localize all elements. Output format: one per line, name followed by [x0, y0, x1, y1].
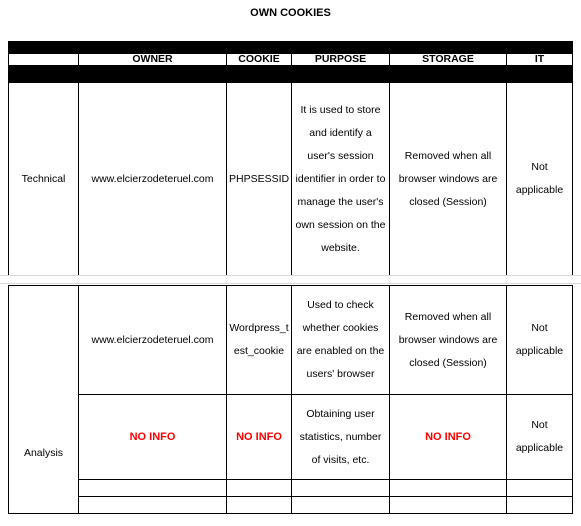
header-row	[9, 54, 573, 66]
cookies-table	[8, 41, 573, 276]
header-category	[9, 54, 79, 66]
header-band-top	[9, 42, 573, 54]
purpose-cell: Used to check whether cookies are enabled on the users' browser	[292, 286, 390, 395]
category-cell: Analysis	[9, 395, 79, 514]
owner-cell: www.elcierzodeteruel.com	[79, 286, 227, 395]
cookie-cell: PHPSESSID	[227, 83, 292, 276]
page-title: OWN COOKIES	[250, 7, 331, 19]
empty-cell	[227, 497, 292, 514]
storage-cell: Removed when all browser windows are closed (Session)	[390, 286, 507, 395]
header-it: IT	[507, 54, 573, 66]
header-purpose: PURPOSE	[292, 54, 390, 66]
header-storage: STORAGE	[390, 54, 507, 66]
table-row	[9, 395, 573, 480]
it-cell: Not applicable	[507, 395, 573, 480]
empty-row	[9, 480, 573, 497]
page-break-line	[0, 283, 581, 284]
table-row	[9, 83, 573, 276]
empty-cell	[390, 497, 507, 514]
cookie-no-info: NO INFO	[227, 395, 292, 480]
purpose-cell: Obtaining user statistics, number of visits, etc.	[292, 395, 390, 480]
it-cell: Not applicable	[507, 83, 573, 276]
header-band-bottom	[9, 66, 573, 83]
empty-cell	[79, 480, 227, 497]
owner-no-info: NO INFO	[79, 395, 227, 480]
empty-cell	[507, 497, 573, 514]
cookie-cell: Wordpress_test_cookie	[227, 286, 292, 395]
empty-cell	[507, 480, 573, 497]
page-break-line	[0, 275, 581, 276]
category-cell	[9, 286, 79, 395]
table-row	[9, 286, 573, 395]
storage-no-info: NO INFO	[390, 395, 507, 480]
empty-cell	[292, 497, 390, 514]
owner-cell: www.elcierzodeteruel.com	[79, 83, 227, 276]
category-cell: Technical	[9, 83, 79, 276]
empty-row	[9, 497, 573, 514]
empty-cell	[227, 480, 292, 497]
cookies-table-continued	[8, 285, 573, 514]
header-owner: OWNER	[79, 54, 227, 66]
header-cookie: COOKIE	[227, 54, 292, 66]
empty-cell	[390, 480, 507, 497]
purpose-cell: It is used to store and identify a user's session identifier in order to manage the user's own session on the website.	[292, 83, 390, 276]
storage-cell: Removed when all browser windows are closed (Session)	[390, 83, 507, 276]
empty-cell	[79, 497, 227, 514]
it-cell: Not applicable	[507, 286, 573, 395]
empty-cell	[292, 480, 390, 497]
